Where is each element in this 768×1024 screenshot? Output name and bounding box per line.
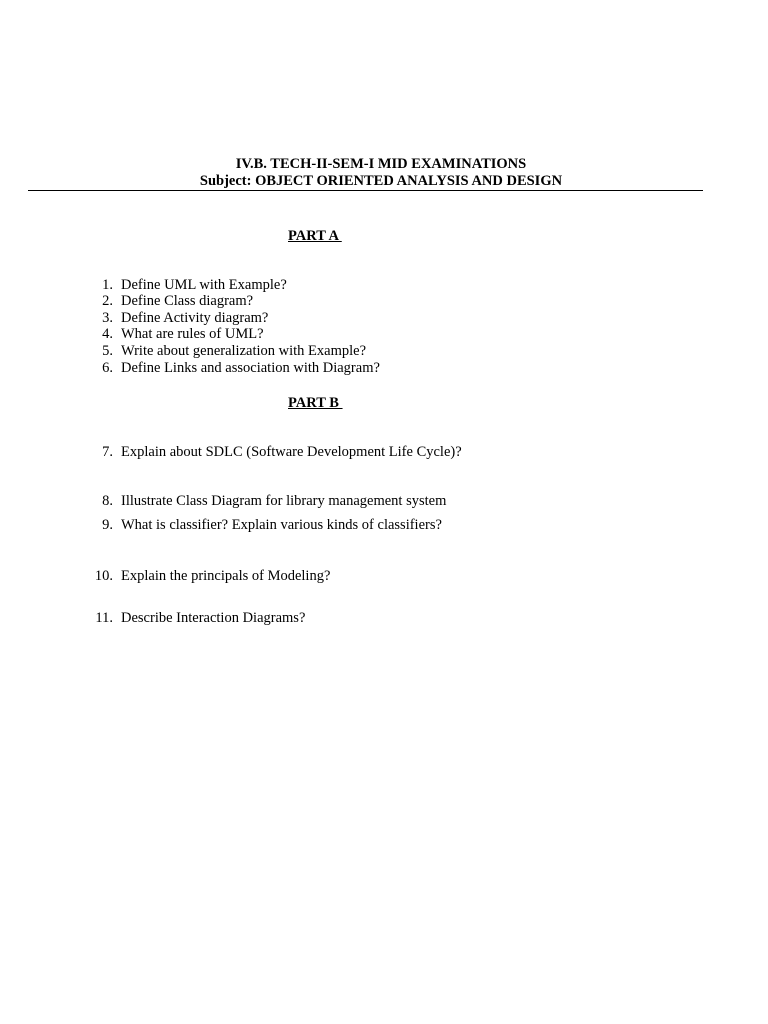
question-item — [102, 310, 269, 327]
question-text: Define Activity diagram? — [121, 310, 269, 326]
question-item — [94, 568, 331, 585]
question-number: 5. — [102, 343, 113, 359]
question-text: Explain about SDLC (Software Development Life Cycle)? — [121, 444, 462, 460]
part-a-heading: PART A — [288, 228, 342, 244]
part-b-heading: PART B — [288, 395, 343, 411]
question-text: Illustrate Class Diagram for library management system — [121, 493, 447, 509]
question-text: What are rules of UML? — [121, 326, 264, 342]
exam-title: IV.B. TECH-II-SEM-I MID EXAMINATIONS — [235, 156, 527, 172]
question-text: Describe Interaction Diagrams? — [121, 610, 306, 626]
question-number: 2. — [102, 293, 113, 309]
question-number: 6. — [102, 360, 113, 376]
question-number: 7. — [102, 444, 113, 460]
question-text: Define Class diagram? — [121, 293, 254, 309]
question-item — [102, 444, 462, 461]
question-text: Define UML with Example? — [121, 277, 287, 293]
question-number: 9. — [102, 517, 113, 533]
question-number: 8. — [102, 493, 113, 509]
question-number: 3. — [102, 310, 113, 326]
question-text: Explain the principals of Modeling? — [121, 568, 331, 584]
question-item — [102, 326, 264, 343]
exam-subject: Subject: OBJECT ORIENTED ANALYSIS AND DESIGN — [199, 173, 563, 189]
question-text: Define Links and association with Diagram? — [121, 360, 380, 376]
question-text: Write about generalization with Example? — [121, 343, 367, 359]
question-number: 1. — [102, 277, 113, 293]
question-item — [102, 343, 367, 360]
question-item — [95, 610, 306, 627]
question-number: 10. — [94, 568, 113, 584]
question-item — [102, 277, 287, 294]
question-item — [102, 293, 254, 310]
question-number: 4. — [102, 326, 113, 342]
question-item — [102, 360, 380, 377]
question-text: What is classifier? Explain various kinds of classifiers? — [121, 517, 442, 533]
header-divider — [28, 190, 703, 191]
question-number: 11. — [95, 610, 113, 626]
question-item — [102, 493, 447, 510]
question-item — [102, 517, 442, 534]
